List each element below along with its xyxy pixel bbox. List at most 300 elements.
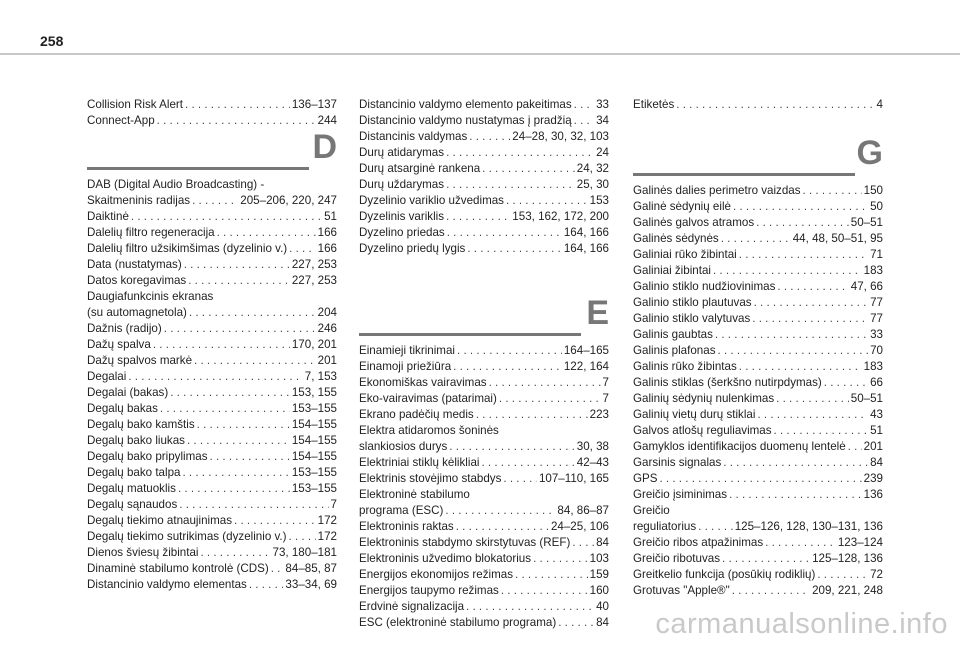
entry-term: Etiketės (633, 98, 675, 111)
entry-term: Dalelių filtro užsikimšimas (dyzelinio v.) (87, 242, 288, 255)
entry-term: Erdvinė signalizacija (359, 600, 465, 613)
section-header-e (359, 294, 609, 337)
index-entry (633, 535, 883, 551)
entry-page-ref: 154–155 (291, 434, 337, 447)
entry-page-ref: 7 (602, 392, 609, 405)
index-entry (633, 279, 883, 295)
index-entry (87, 257, 337, 273)
dot-leader (503, 471, 537, 487)
index-entry (87, 273, 337, 289)
index-entry (359, 519, 609, 535)
entry-page-ref: 77 (870, 312, 883, 325)
entry-page-ref: 50–51 (850, 216, 883, 229)
entry-term: Dažnis (radijo) (87, 322, 162, 335)
index-entry (633, 487, 883, 503)
dot-leader (466, 599, 594, 615)
index-entry-heading: Elektra atidaromos šoninės (359, 424, 499, 437)
dot-leader (715, 327, 868, 343)
index-entry (633, 423, 883, 439)
dot-leader (676, 97, 874, 113)
index-entry (359, 241, 609, 257)
entry-page-ref: 239 (863, 472, 883, 485)
entry-term: programa (ESC) (359, 504, 444, 517)
entry-page-ref: 122, 164 (563, 360, 609, 373)
entry-page-ref: 84 (596, 616, 609, 629)
index-entry (633, 439, 883, 455)
entry-term: Degalų bako pripylimas (87, 450, 208, 463)
index-entry (87, 353, 337, 369)
dot-leader (192, 193, 238, 209)
entry-page-ref: 204 (317, 306, 337, 319)
entry-term: Degalų tiekimo atnaujinimas (87, 514, 232, 527)
entry-term: Galinio stiklo plautuvas (633, 296, 752, 309)
index-entry (87, 225, 337, 241)
entry-term: Degalai (bakas) (87, 386, 169, 399)
entry-page-ref: 107–110, 165 (538, 472, 609, 485)
entry-page-ref: 77 (870, 296, 883, 309)
dot-leader (752, 311, 868, 327)
dot-leader (777, 279, 848, 295)
entry-page-ref: 170, 201 (291, 338, 337, 351)
dot-leader (179, 497, 328, 513)
dot-leader (499, 391, 601, 407)
page-number: 258 (40, 33, 64, 49)
index-entry (633, 295, 883, 311)
section-letter: D (312, 128, 337, 166)
index-entry (87, 385, 337, 401)
entry-term: Greitkelio funkcija (posūkių rodiklių) (633, 568, 816, 581)
index-entry (633, 311, 883, 327)
index-entry (633, 199, 883, 215)
index-entry (633, 247, 883, 263)
entry-term: Degalų bako liukas (87, 434, 185, 447)
dot-leader (824, 375, 868, 391)
entry-term: Dienos šviesų žibintai (87, 546, 199, 559)
section-header-g (633, 134, 883, 177)
dot-leader (572, 535, 594, 551)
entry-page-ref: 172 (317, 530, 337, 543)
entry-group (633, 97, 883, 113)
dot-leader (234, 513, 316, 529)
entry-term: Energijos taupymo režimas (359, 584, 499, 597)
index-entry (633, 97, 883, 113)
entry-term: Dažų spalvos markė (87, 354, 193, 367)
entry-page-ref: 7 (602, 376, 609, 389)
entry-page-ref: 201 (863, 440, 883, 453)
dot-leader (558, 615, 594, 631)
dot-leader (160, 401, 290, 417)
index-entry (633, 519, 883, 535)
entry-page-ref: 154–155 (291, 450, 337, 463)
entry-page-ref: 47, 66 (850, 280, 883, 293)
entry-term: Ekrano padėčių medis (359, 408, 474, 421)
dot-leader (271, 561, 284, 577)
dot-leader (574, 97, 594, 113)
dot-leader (476, 407, 588, 423)
index-entry (359, 455, 609, 471)
dot-leader (197, 417, 290, 433)
entry-page-ref: 30, 38 (576, 440, 609, 453)
entry-page-ref: 72 (870, 568, 883, 581)
entry-page-ref: 164, 166 (563, 226, 609, 239)
entry-page-ref: 164, 166 (563, 242, 609, 255)
index-entry (359, 193, 609, 209)
entry-term: Galvos atlošų reguliavimas (633, 424, 772, 437)
dot-leader (721, 231, 791, 247)
entry-group (87, 193, 337, 289)
entry-term: Galinė sėdynių eilė (633, 200, 731, 213)
entry-term: Distancinio valdymo elementas (87, 578, 247, 591)
dot-leader (729, 487, 862, 503)
index-entry (87, 209, 337, 225)
index-entry (87, 321, 337, 337)
entry-page-ref: 205–206, 220, 247 (240, 194, 337, 207)
dot-leader (698, 519, 733, 535)
entry-page-ref: 50–51 (850, 392, 883, 405)
entry-term: Galinės sėdynės (633, 232, 719, 245)
entry-term: Grotuvas "Apple®" (633, 584, 730, 597)
index-entry (87, 545, 337, 561)
entry-page-ref: 153, 162, 172, 200 (512, 210, 609, 223)
index-entry (87, 241, 337, 257)
entry-page-ref: 43 (870, 408, 883, 421)
index-entry (633, 359, 883, 375)
index-entry (359, 375, 609, 391)
section-divider (633, 173, 855, 176)
entry-term: Greičio ribotuvas (633, 552, 720, 565)
entry-page-ref: 227, 253 (291, 274, 337, 287)
dot-leader (446, 209, 510, 225)
entry-page-ref: 172 (317, 514, 337, 527)
entry-term: Distancinio valdymo nustatymas į pradžią (359, 114, 572, 127)
dot-leader (765, 535, 836, 551)
index-entry (633, 263, 883, 279)
dot-leader (184, 257, 290, 273)
entry-term: Galinis stiklas (šerkšno nutirpdymas) (633, 376, 822, 389)
entry-term: Skaitmeninis radijas (87, 194, 191, 207)
entry-page-ref: 164–165 (563, 344, 609, 357)
index-entry (87, 465, 337, 481)
entry-page-ref: 50 (870, 200, 883, 213)
entry-term: Galinis gaubtas (633, 328, 713, 341)
entry-page-ref: 7, 153 (304, 370, 337, 383)
entry-term: Energijos ekonomijos režimas (359, 568, 514, 581)
entry-term: Degalų matuoklis (87, 482, 176, 495)
entry-term: Elektrinis stovėjimo stabdys (359, 472, 502, 485)
dot-leader (153, 337, 290, 353)
entry-term: Degalai (87, 370, 127, 383)
entry-group (359, 343, 609, 423)
entry-term: Galinio stiklo valytuvas (633, 312, 751, 325)
index-entry (359, 161, 609, 177)
index-entry (359, 599, 609, 615)
entry-group (359, 503, 609, 631)
index-entry (633, 551, 883, 567)
index-entry-heading: Greičio (633, 504, 670, 517)
dot-leader (182, 465, 289, 481)
dot-leader (739, 359, 862, 375)
dot-leader (157, 113, 316, 129)
index-entry-heading: Daugiafunkcinis ekranas (87, 290, 214, 303)
entry-term: Galinės dalies perimetro vaizdas (633, 184, 801, 197)
entry-page-ref: 183 (863, 264, 883, 277)
dot-leader (457, 343, 562, 359)
entry-group (359, 97, 609, 257)
dot-leader (718, 343, 869, 359)
index-entry (359, 567, 609, 583)
entry-term: Dalelių filtro regeneracija (87, 226, 215, 239)
entry-term: Datos koregavimas (87, 274, 187, 287)
dot-leader (446, 177, 575, 193)
dot-leader (754, 295, 869, 311)
entry-page-ref: 4 (876, 98, 883, 111)
dot-leader (164, 321, 316, 337)
section-letter: E (586, 294, 609, 332)
entry-group (359, 439, 609, 487)
index-entry (359, 615, 609, 631)
dot-leader (446, 145, 594, 161)
entry-group (87, 305, 337, 593)
section-divider (359, 333, 581, 336)
dot-leader (447, 225, 562, 241)
dot-leader (467, 241, 562, 257)
entry-page-ref: 33 (596, 98, 609, 111)
entry-term: Durų atidarymas (359, 146, 445, 159)
index-entry (87, 497, 337, 513)
entry-term: Einamoji priežiūra (359, 360, 452, 373)
dot-leader (200, 545, 270, 561)
entry-page-ref: 125–126, 128, 130–131, 136 (734, 520, 883, 533)
entry-page-ref: 84 (870, 456, 883, 469)
dot-leader (659, 471, 861, 487)
entry-page-ref: 223 (589, 408, 609, 421)
entry-page-ref: 136 (863, 488, 883, 501)
index-entry (359, 359, 609, 375)
index-entry (359, 583, 609, 599)
index-entry (633, 343, 883, 359)
entry-page-ref: 73, 180–181 (272, 546, 337, 559)
dot-leader (722, 551, 810, 567)
index-entry (633, 583, 883, 599)
dot-leader (453, 359, 562, 375)
index-entry (359, 391, 609, 407)
index-entry (633, 391, 883, 407)
dot-leader (506, 193, 588, 209)
entry-term: Degalų bako kamštis (87, 418, 195, 431)
entry-term: Dyzelino priedų lygis (359, 242, 466, 255)
entry-page-ref: 24–28, 30, 32, 103 (512, 130, 609, 143)
index-entry (633, 183, 883, 199)
section-letter: G (856, 134, 883, 172)
entry-term: Greičio įsiminimas (633, 488, 728, 501)
entry-term: Collision Risk Alert (87, 98, 183, 111)
entry-page-ref: 209, 221, 248 (812, 584, 883, 597)
entry-term: Galiniai rūko žibintai (633, 248, 737, 261)
index-column-2 (359, 97, 609, 631)
entry-term: Dažų spalva (87, 338, 151, 351)
entry-page-ref: 154–155 (291, 418, 337, 431)
entry-page-ref: 25, 30 (576, 178, 609, 191)
entry-page-ref: 7 (330, 498, 337, 511)
entry-term: Galinių vietų durų stiklai (633, 408, 756, 421)
dot-leader (217, 225, 316, 241)
entry-page-ref: 42–43 (576, 456, 609, 469)
index-entry (359, 145, 609, 161)
entry-page-ref: 159 (589, 568, 609, 581)
entry-term: Greičio ribos atpažinimas (633, 536, 764, 549)
entry-term: Dyzelinis variklis (359, 210, 445, 223)
dot-leader (803, 183, 862, 199)
entry-term: Data (nustatymas) (87, 258, 182, 271)
entry-page-ref: 166 (317, 242, 337, 255)
entry-term: slankiosios durys (359, 440, 448, 453)
entry-page-ref: 123–124 (837, 536, 883, 549)
index-entry (87, 481, 337, 497)
entry-page-ref: 84 (596, 536, 609, 549)
watermark-text: carmanualsonline.info (655, 608, 948, 640)
dot-leader (289, 241, 316, 257)
dot-leader (178, 481, 290, 497)
index-entry (359, 113, 609, 129)
index-entry (87, 449, 337, 465)
dot-leader (456, 519, 549, 535)
entry-group (633, 519, 883, 599)
entry-term: Galiniai žibintai (633, 264, 711, 277)
entry-term: Degalų tiekimo sutrikimas (dyzelinio v.) (87, 530, 287, 543)
entry-page-ref: 201 (317, 354, 337, 367)
entry-term: Elektroninis raktas (359, 520, 454, 533)
index-entry (87, 513, 337, 529)
entry-page-ref: 153–155 (291, 402, 337, 415)
entry-term: Distancinio valdymo elemento pakeitimas (359, 98, 572, 111)
index-entry (633, 567, 883, 583)
entry-page-ref: 103 (589, 552, 609, 565)
entry-term: (su automagnetola) (87, 306, 187, 319)
entry-term: Gamyklos identifikacijos duomenų lentelė (633, 440, 846, 453)
index-entry (633, 375, 883, 391)
index-entry (633, 455, 883, 471)
entry-page-ref: 70 (870, 344, 883, 357)
index-entry (359, 177, 609, 193)
index-entry-heading: DAB (Digital Audio Broadcasting) - (87, 178, 265, 191)
entry-page-ref: 183 (863, 360, 883, 373)
entry-page-ref: 153 (589, 194, 609, 207)
index-entry (359, 225, 609, 241)
index-entry (359, 209, 609, 225)
entry-term: Degalų bakas (87, 402, 158, 415)
entry-page-ref: 34 (596, 114, 609, 127)
dot-leader (739, 247, 868, 263)
entry-term: Elektroninis stabdymo skirstytuvas (REF) (359, 536, 571, 549)
entry-page-ref: 244 (317, 114, 337, 127)
entry-group (633, 183, 883, 503)
dot-leader (489, 375, 601, 391)
entry-term: Garsinis signalas (633, 456, 722, 469)
dot-leader (732, 583, 810, 599)
entry-page-ref: 160 (589, 584, 609, 597)
entry-page-ref: 40 (596, 600, 609, 613)
entry-term: Einamieji tikrinimai (359, 344, 455, 357)
entry-page-ref: 227, 253 (291, 258, 337, 271)
dot-leader (170, 385, 290, 401)
dot-leader (776, 391, 849, 407)
entry-term: Elektriniai stiklų kėlikliai (359, 456, 480, 469)
entry-term: Galinis rūko žibintas (633, 360, 737, 373)
entry-term: Distancinis valdymas (359, 130, 468, 143)
dot-leader (482, 161, 575, 177)
entry-page-ref: 51 (870, 424, 883, 437)
index-entry (633, 231, 883, 247)
entry-term: Durų uždarymas (359, 178, 445, 191)
index-entry (359, 471, 609, 487)
index-entry (87, 401, 337, 417)
dot-leader (501, 583, 588, 599)
header-rule (0, 53, 960, 55)
index-entry (633, 407, 883, 423)
dot-leader (713, 263, 862, 279)
entry-page-ref: 125–128, 136 (812, 552, 883, 565)
index-entry (359, 407, 609, 423)
dot-leader (757, 407, 868, 423)
index-entry (87, 561, 337, 577)
index-entry (87, 337, 337, 353)
dot-leader (723, 455, 868, 471)
dot-leader (574, 113, 594, 129)
entry-page-ref: 153–155 (291, 466, 337, 479)
index-entry (359, 439, 609, 455)
dot-leader (533, 551, 588, 567)
entry-page-ref: 24, 32 (576, 162, 609, 175)
dot-leader (189, 305, 316, 321)
dot-leader (445, 503, 555, 519)
entry-page-ref: 150 (863, 184, 883, 197)
dot-leader (131, 209, 322, 225)
index-entry (633, 215, 883, 231)
index-entry (87, 529, 337, 545)
entry-page-ref: 51 (324, 210, 337, 223)
index-entry (359, 343, 609, 359)
entry-page-ref: 71 (870, 248, 883, 261)
index-entry (87, 193, 337, 209)
dot-leader (817, 567, 868, 583)
index-entry (87, 417, 337, 433)
dot-leader (128, 369, 302, 385)
entry-term: Dyzelinio variklio užvedimas (359, 194, 504, 207)
entry-term: Eko-vairavimas (patarimai) (359, 392, 497, 405)
dot-leader (210, 449, 290, 465)
entry-page-ref: 84–85, 87 (285, 562, 337, 575)
entry-term: Dyzelino priedas (359, 226, 445, 239)
entry-page-ref: 33 (870, 328, 883, 341)
dot-leader (289, 529, 316, 545)
index-entry-heading: Elektroninė stabilumo (359, 488, 470, 501)
section-header-d (87, 128, 337, 171)
entry-term: Degalų bako talpa (87, 466, 181, 479)
dot-leader (848, 439, 862, 455)
entry-term: Elektroninis užvedimo blokatorius (359, 552, 532, 565)
entry-term: Galinio stiklo nudžiovinimas (633, 280, 776, 293)
index-entry (359, 129, 609, 145)
entry-page-ref: 136–137 (291, 98, 337, 111)
index-entry (87, 113, 337, 129)
index-column-3 (633, 97, 883, 599)
dot-leader (188, 273, 290, 289)
entry-term: Degalų sąnaudos (87, 498, 178, 511)
index-entry (87, 305, 337, 321)
index-entry (359, 551, 609, 567)
entry-term: Daiktinė (87, 210, 129, 223)
entry-term: Connect-App (87, 114, 155, 127)
